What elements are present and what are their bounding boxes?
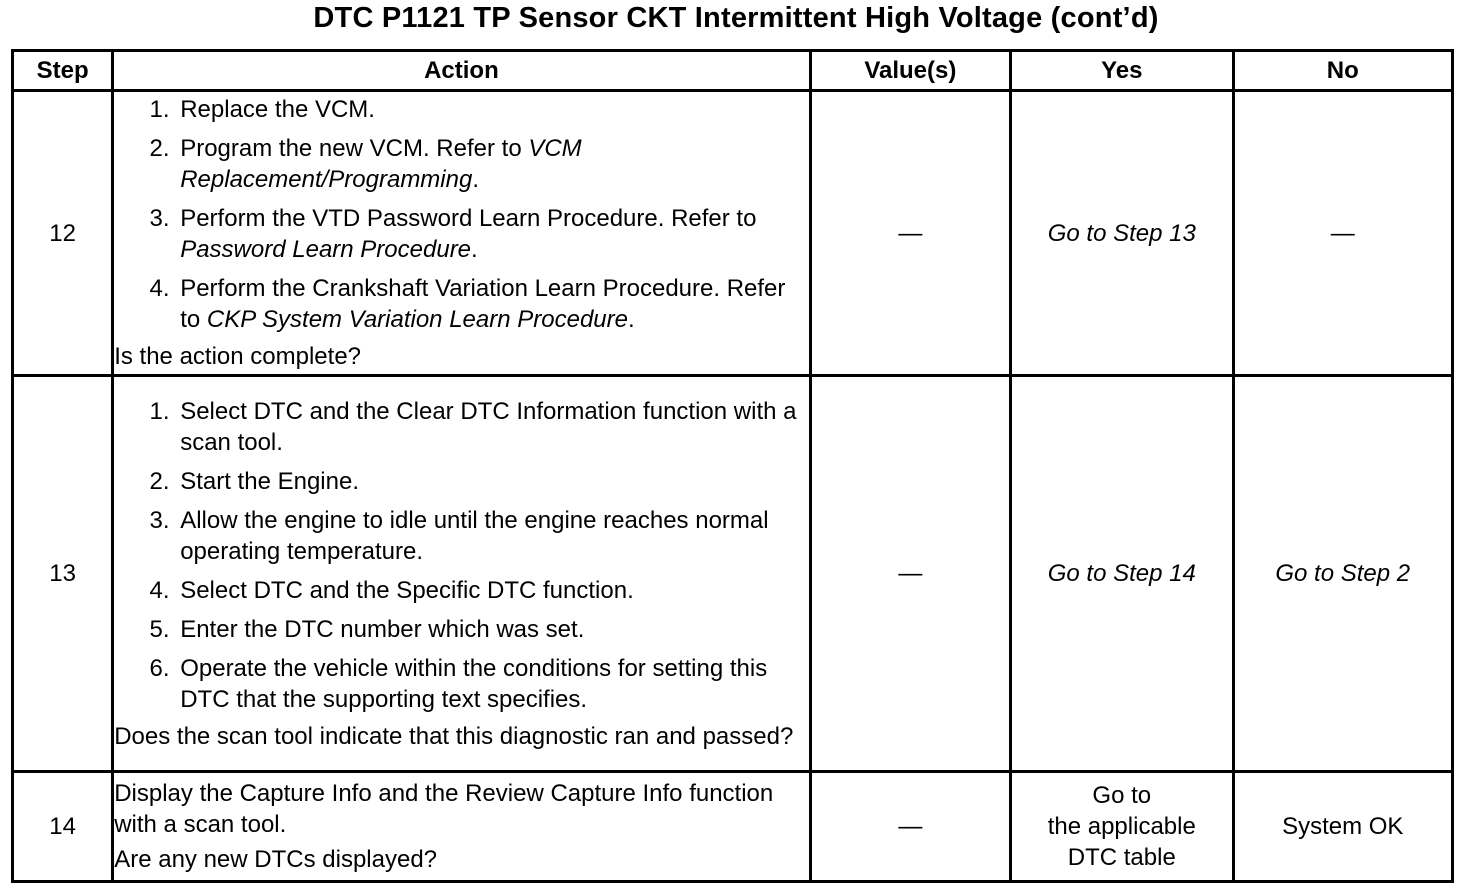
yes-result-line: Go to <box>1092 782 1152 809</box>
action-text: Display the Capture Info and the Review Capture Info function with a scan tool. <box>114 780 774 838</box>
header-action: Action <box>113 51 810 91</box>
table-row <box>13 91 1453 376</box>
action-item: 2. Program the new VCM. Refer to VCM Replacement/Programming. <box>176 133 808 195</box>
step-number: 12 <box>13 91 113 376</box>
header-yes: Yes <box>1011 51 1233 91</box>
reference-link: CKP System Variation Learn Procedure <box>206 306 628 333</box>
value-dash: — <box>898 813 923 840</box>
action-question: Are any new DTCs displayed? <box>114 846 438 873</box>
reference-link: VCM Replacement/Programming <box>180 135 582 193</box>
action-question: Is the action complete? <box>114 343 362 370</box>
no-result: Go to Step 2 <box>1275 560 1411 587</box>
value-cell <box>810 91 1010 376</box>
diagnostic-table <box>11 49 1454 883</box>
action-item: 4. Perform the Crankshaft Variation Learn Procedure. Refer to CKP System Variation Learn Procedure. <box>176 273 808 335</box>
no-result: System OK <box>1282 813 1404 840</box>
action-item: 3. Allow the engine to idle until the engine reaches normal operating temperature. <box>176 505 808 567</box>
action-cell <box>113 376 810 772</box>
action-cell <box>113 772 810 882</box>
value-dash: — <box>898 560 923 587</box>
action-item: 6. Operate the vehicle within the conditions for setting this DTC that the supporting text specifies. <box>176 653 808 715</box>
step-number: 14 <box>13 772 113 882</box>
yes-result-line: the applicable <box>1047 813 1196 840</box>
yes-result-line: DTC table <box>1067 844 1176 871</box>
header-no: No <box>1233 51 1453 91</box>
no-result: — <box>1330 219 1355 247</box>
reference-link: Password Learn Procedure <box>180 236 472 263</box>
action-item: 4. Select DTC and the Specific DTC function. <box>176 575 808 606</box>
action-item: 1. Replace the VCM. <box>176 94 808 125</box>
step-number: 13 <box>13 376 113 772</box>
table-row <box>13 772 1453 882</box>
yes-result: Go to Step 14 <box>1047 560 1196 587</box>
yes-result: Go to Step 13 <box>1047 219 1196 247</box>
yes-cell <box>1011 91 1233 376</box>
no-cell <box>1233 91 1453 376</box>
action-list <box>114 396 808 715</box>
header-step: Step <box>13 51 113 91</box>
action-item: 2. Start the Engine. <box>176 466 808 497</box>
table-row <box>13 376 1453 772</box>
action-list <box>114 94 808 335</box>
yes-cell <box>1011 772 1233 882</box>
action-item: 5. Enter the DTC number which was set. <box>176 614 808 645</box>
header-values: Value(s) <box>810 51 1010 91</box>
action-item: 3. Perform the VTD Password Learn Procedure. Refer to Password Learn Procedure. <box>176 203 808 265</box>
yes-cell <box>1011 376 1233 772</box>
value-dash: — <box>898 219 923 247</box>
action-question: Does the scan tool indicate that this diagnostic ran and passed? <box>114 722 794 750</box>
action-cell <box>113 91 810 376</box>
no-cell <box>1233 376 1453 772</box>
no-cell <box>1233 772 1453 882</box>
table-header-row <box>13 51 1453 91</box>
page-title: DTC P1121 TP Sensor CKT Intermittent High Voltage (cont’d) <box>313 2 1159 34</box>
value-cell <box>810 772 1010 882</box>
value-cell <box>810 376 1010 772</box>
action-item: 1. Select DTC and the Clear DTC Information function with a scan tool. <box>176 396 808 458</box>
